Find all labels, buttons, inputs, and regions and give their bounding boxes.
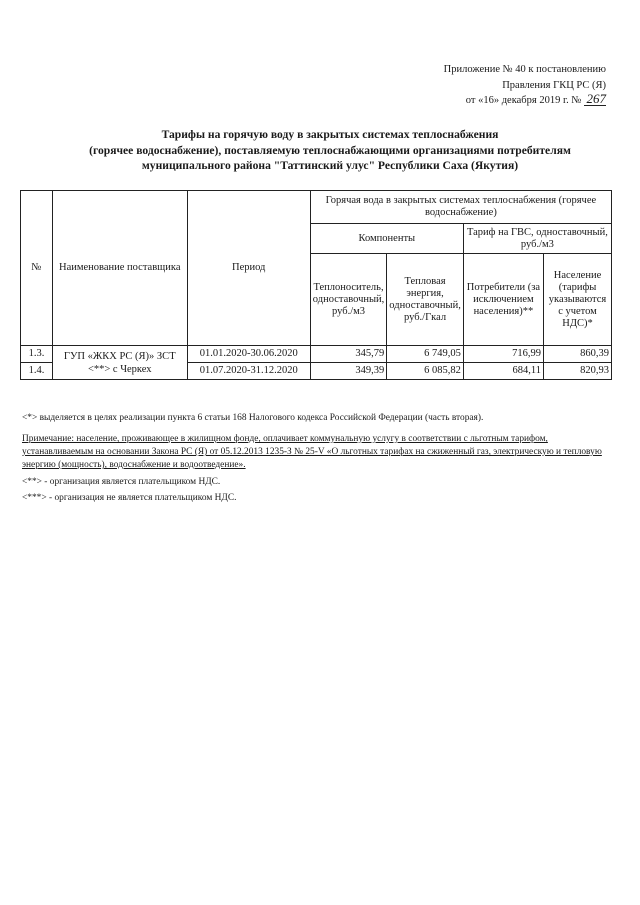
header-components-group: Компоненты: [310, 224, 463, 254]
heat-carrier-value: 349,39: [310, 363, 387, 380]
consumers-value: 716,99: [463, 346, 543, 363]
date-line: [444, 93, 606, 109]
row-number: 1.4.: [21, 363, 53, 380]
heat-carrier-value: 345,79: [310, 346, 387, 363]
header-period: Период: [187, 191, 310, 346]
row-period: 01.01.2020-30.06.2020: [187, 346, 310, 363]
document-title: [40, 127, 620, 174]
note-population: Примечание: население, проживающее в жилищном фонде, оплачивает коммунальную услугу в соответствии с льготным тарифом, устанавливаемым на основании Закона РС (Я) от 05.12.2013 1235-З № 25-V «О льготных тарифах на сжиженный газ, электрическую и тепловую энергию (мощность), водоснабжение и водоотведение».: [22, 434, 602, 470]
footnote-vat-payer: <**> - организация является плательщиком НДС.: [22, 477, 221, 487]
handwritten-number: 267: [584, 93, 606, 106]
header-heat-energy: Тепловая энергия, одноставочный, руб./Гкал: [387, 254, 464, 346]
supplier-name: ГУП «ЖКХ РС (Я)» ЗСТ <**> с Черкех: [52, 346, 187, 380]
table-row: [21, 346, 612, 363]
row-number: 1.3.: [21, 346, 53, 363]
header-tariff-group: Тариф на ГВС, одноставочный, руб./м3: [463, 224, 611, 254]
title-line-3: муниципального района "Таттинский улус" Республики Саха (Якутия): [141, 159, 519, 172]
population-value: 860,39: [544, 346, 612, 363]
header-consumers: Потребители (за исключением населения)**: [463, 254, 543, 346]
footnote-vat: <*> выделяется в целях реализации пункта 6 статьи 168 Налогового кодекса Российской Федерации (часть вторая).: [22, 413, 484, 423]
resolution-reference: [444, 62, 606, 109]
footnote-non-vat-payer: <***> - организация не является плательщиком НДС.: [22, 493, 237, 503]
consumers-value: 684,11: [463, 363, 543, 380]
heat-energy-value: 6 085,82: [387, 363, 464, 380]
date-text: от «16» декабря 2019 г. №: [465, 95, 582, 106]
title-line-2: (горячее водоснабжение), поставляемую теплоснабжающими организациями потребителям: [89, 143, 571, 157]
population-value: 820,93: [544, 363, 612, 380]
header-supplier: Наименование поставщика: [52, 191, 187, 346]
appendix-line: Приложение № 40 к постановлению: [443, 64, 606, 75]
header-hot-water-group: Горячая вода в закрытых системах теплоснабжения (горячее водоснабжение): [310, 191, 611, 224]
row-period: 01.07.2020-31.12.2020: [187, 363, 310, 380]
title-line-1: Тарифы на горячую воду в закрытых системах теплоснабжения: [161, 128, 499, 141]
header-population: Население (тарифы указываются с учетом НДС)*: [544, 254, 612, 346]
heat-energy-value: 6 749,05: [387, 346, 464, 363]
tariff-table: [20, 190, 612, 380]
header-heat-carrier: Теплоноситель, одноставочный, руб./м3: [310, 254, 387, 346]
header-number: №: [21, 191, 53, 346]
board-line: Правления ГКЦ РС (Я): [502, 79, 606, 91]
